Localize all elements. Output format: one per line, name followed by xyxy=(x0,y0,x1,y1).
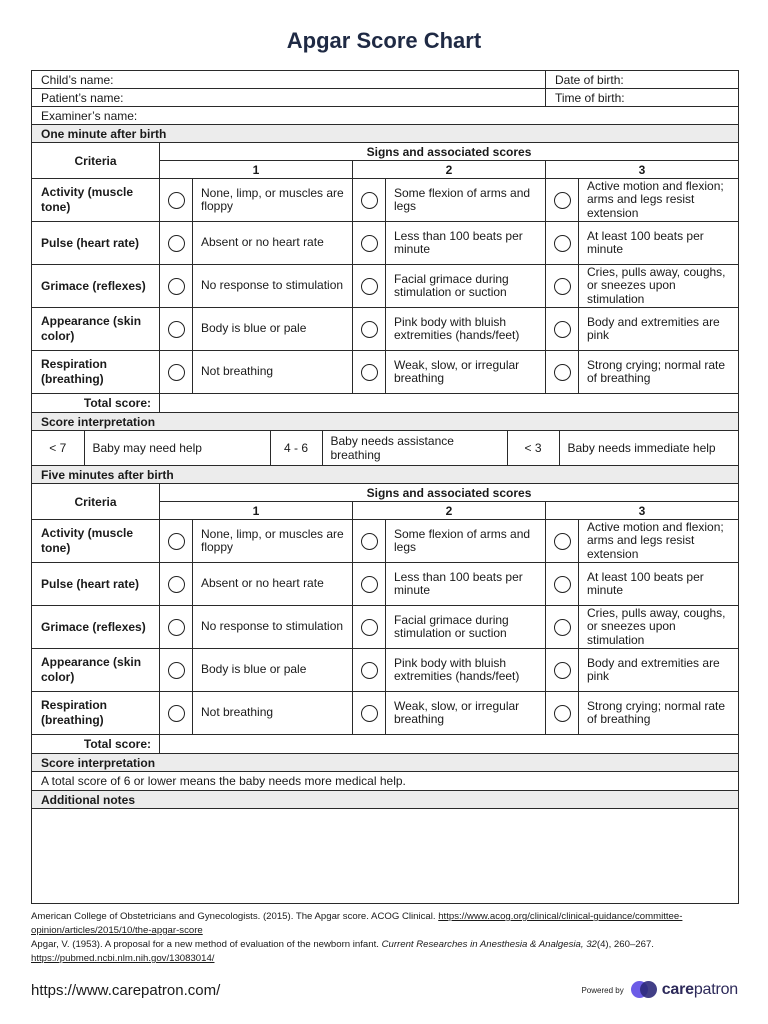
score-2-radio[interactable] xyxy=(353,649,386,692)
radio-circle-icon[interactable] xyxy=(554,533,571,550)
score-3-header: 3 xyxy=(546,502,739,520)
score-1-radio[interactable] xyxy=(160,520,193,563)
radio-circle-icon[interactable] xyxy=(554,576,571,593)
criteria-row xyxy=(32,649,739,692)
score-3-radio[interactable] xyxy=(546,606,579,649)
criteria-row xyxy=(32,265,739,308)
page-title: Apgar Score Chart xyxy=(286,28,482,53)
score-2-header: 2 xyxy=(353,502,546,520)
score-3-radio[interactable] xyxy=(546,520,579,563)
score-2-radio[interactable] xyxy=(353,351,386,394)
radio-circle-icon[interactable] xyxy=(361,278,378,295)
references xyxy=(31,910,731,966)
radio-circle-icon[interactable] xyxy=(361,705,378,722)
score-3-description: Strong crying; normal rate of breathing xyxy=(579,692,739,735)
score-2-description: Pink body with bluish extremities (hands/feet) xyxy=(386,649,546,692)
score-3-radio[interactable] xyxy=(546,563,579,606)
one-minute-heading: One minute after birth xyxy=(32,125,739,143)
radio-circle-icon[interactable] xyxy=(168,662,185,679)
powered-by-label: Powered by xyxy=(581,985,624,995)
criteria-name: Activity (muscle tone) xyxy=(32,179,160,222)
radio-circle-icon[interactable] xyxy=(361,235,378,252)
website-link[interactable]: https://www.carepatron.com/ xyxy=(31,982,221,999)
range-3: < 3 xyxy=(507,431,559,465)
additional-notes-input[interactable] xyxy=(32,809,739,904)
score-1-radio[interactable] xyxy=(160,351,193,394)
radio-circle-icon[interactable] xyxy=(361,576,378,593)
score-1-description: No response to stimulation xyxy=(193,606,353,649)
patient-name-field[interactable]: Patient’s name: xyxy=(32,89,546,107)
criteria-name: Pulse (heart rate) xyxy=(32,222,160,265)
score-3-radio[interactable] xyxy=(546,351,579,394)
score-3-description: Body and extremities are pink xyxy=(579,308,739,351)
score-2-header: 2 xyxy=(353,161,546,179)
brand-logo xyxy=(581,979,738,1001)
radio-circle-icon[interactable] xyxy=(168,619,185,636)
dob-field[interactable]: Date of birth: xyxy=(546,71,739,89)
score-2-description: Less than 100 beats per minute xyxy=(386,563,546,606)
score-3-description: Strong crying; normal rate of breathing xyxy=(579,351,739,394)
criteria-name: Pulse (heart rate) xyxy=(32,563,160,606)
brand-name-light: patron xyxy=(693,981,738,998)
criteria-row xyxy=(32,179,739,222)
range-2: 4 - 6 xyxy=(270,431,322,465)
score-3-description: Cries, pulls away, coughs, or sneezes upon stimulation xyxy=(579,265,739,308)
score-1-header: 1 xyxy=(160,502,353,520)
radio-circle-icon[interactable] xyxy=(554,321,571,338)
tob-field[interactable]: Time of birth: xyxy=(546,89,739,107)
score-2-description: Some flexion of arms and legs xyxy=(386,520,546,563)
score-2-radio[interactable] xyxy=(353,222,386,265)
reference-1 xyxy=(31,910,731,938)
child-name-field[interactable]: Child’s name: xyxy=(32,71,546,89)
score-1-radio[interactable] xyxy=(160,649,193,692)
range-1: < 7 xyxy=(32,431,84,465)
range-1-text: Baby may need help xyxy=(84,431,270,465)
score-1-radio[interactable] xyxy=(160,265,193,308)
score-3-radio[interactable] xyxy=(546,222,579,265)
criteria-name: Respiration (breathing) xyxy=(32,692,160,735)
criteria-row xyxy=(32,351,739,394)
score-2-radio[interactable] xyxy=(353,308,386,351)
radio-circle-icon[interactable] xyxy=(554,619,571,636)
score-2-description: Weak, slow, or irregular breathing xyxy=(386,692,546,735)
radio-circle-icon[interactable] xyxy=(361,192,378,209)
criteria-row xyxy=(32,520,739,563)
score-interpretation-heading: Score interpretation xyxy=(32,754,739,772)
score-1-description: Body is blue or pale xyxy=(193,649,353,692)
signs-header: Signs and associated scores xyxy=(160,484,739,502)
radio-circle-icon[interactable] xyxy=(168,576,185,593)
score-1-header: 1 xyxy=(160,161,353,179)
radio-circle-icon[interactable] xyxy=(361,321,378,338)
score-interpretation-heading: Score interpretation xyxy=(32,413,739,431)
radio-circle-icon[interactable] xyxy=(168,533,185,550)
radio-circle-icon[interactable] xyxy=(168,192,185,209)
radio-circle-icon[interactable] xyxy=(554,364,571,381)
brand-name-bold: care xyxy=(661,981,694,998)
criteria-name: Appearance (skin color) xyxy=(32,308,160,351)
reference-2-pages: (4), 260–267. xyxy=(596,939,654,950)
range-3-text: Baby needs immediate help xyxy=(559,431,739,465)
score-3-description: Active motion and flexion; arms and legs resist extension xyxy=(579,520,739,563)
apgar-table xyxy=(31,70,739,904)
reference-2-text: Apgar, V. (1953). A proposal for a new method of evaluation of the newborn infant. xyxy=(31,939,382,950)
reference-2-link[interactable]: https://pubmed.ncbi.nlm.nih.gov/13083014/ xyxy=(31,953,215,964)
radio-circle-icon[interactable] xyxy=(554,705,571,722)
score-3-header: 3 xyxy=(546,161,739,179)
reference-2 xyxy=(31,938,731,966)
score-2-description: Less than 100 beats per minute xyxy=(386,222,546,265)
score-2-radio[interactable] xyxy=(353,179,386,222)
score-2-description: Facial grimace during stimulation or suction xyxy=(386,265,546,308)
total-score-label: Total score: xyxy=(32,735,160,754)
radio-circle-icon[interactable] xyxy=(361,364,378,381)
score-1-description: Absent or no heart rate xyxy=(193,563,353,606)
score-1-radio[interactable] xyxy=(160,606,193,649)
score-3-description: At least 100 beats per minute xyxy=(579,563,739,606)
criteria-row xyxy=(32,563,739,606)
score-1-description: Not breathing xyxy=(193,351,353,394)
score-3-description: At least 100 beats per minute xyxy=(579,222,739,265)
criteria-rows-one xyxy=(32,179,739,394)
score-3-radio[interactable] xyxy=(546,265,579,308)
radio-circle-icon[interactable] xyxy=(361,619,378,636)
score-2-radio[interactable] xyxy=(353,520,386,563)
score-2-radio[interactable] xyxy=(353,265,386,308)
score-3-radio[interactable] xyxy=(546,649,579,692)
score-2-radio[interactable] xyxy=(353,692,386,735)
radio-circle-icon[interactable] xyxy=(168,705,185,722)
radio-circle-icon[interactable] xyxy=(168,364,185,381)
criteria-row xyxy=(32,692,739,735)
criteria-header: Criteria xyxy=(32,143,160,179)
score-2-description: Weak, slow, or irregular breathing xyxy=(386,351,546,394)
reference-1-text: American College of Obstetricians and Gynecologists. (2015). The Apgar score. ACOG Clinical. xyxy=(31,911,439,922)
score-1-radio[interactable] xyxy=(160,563,193,606)
score-1-description: Not breathing xyxy=(193,692,353,735)
score-3-description: Active motion and flexion; arms and legs resist extension xyxy=(579,179,739,222)
criteria-name: Respiration (breathing) xyxy=(32,351,160,394)
score-2-radio[interactable] xyxy=(353,563,386,606)
criteria-name: Activity (muscle tone) xyxy=(32,520,160,563)
total-score-input-one[interactable] xyxy=(160,394,739,413)
score-1-description: None, limp, or muscles are floppy xyxy=(193,520,353,563)
score-3-radio[interactable] xyxy=(546,179,579,222)
additional-notes-heading: Additional notes xyxy=(32,791,739,809)
examiner-name-field[interactable]: Examiner’s name: xyxy=(32,107,739,125)
criteria-row xyxy=(32,606,739,649)
apgar-form xyxy=(31,70,738,900)
score-1-radio[interactable] xyxy=(160,179,193,222)
radio-circle-icon[interactable] xyxy=(554,235,571,252)
score-3-description: Cries, pulls away, coughs, or sneezes upon stimulation xyxy=(579,606,739,649)
criteria-name: Grimace (reflexes) xyxy=(32,265,160,308)
radio-circle-icon[interactable] xyxy=(554,278,571,295)
criteria-row xyxy=(32,308,739,351)
score-1-description: Absent or no heart rate xyxy=(193,222,353,265)
signs-header: Signs and associated scores xyxy=(160,143,739,161)
radio-circle-icon[interactable] xyxy=(361,662,378,679)
score-1-description: None, limp, or muscles are floppy xyxy=(193,179,353,222)
score-3-radio[interactable] xyxy=(546,308,579,351)
score-2-description: Some flexion of arms and legs xyxy=(386,179,546,222)
total-score-input-five[interactable] xyxy=(160,735,739,754)
reference-2-journal: Current Researches in Anesthesia & Analgesia, 32 xyxy=(381,939,597,950)
score-2-radio[interactable] xyxy=(353,606,386,649)
radio-circle-icon[interactable] xyxy=(168,321,185,338)
radio-circle-icon[interactable] xyxy=(168,278,185,295)
range-2-text: Baby needs assistance breathing xyxy=(322,431,507,465)
criteria-name: Appearance (skin color) xyxy=(32,649,160,692)
score-1-description: No response to stimulation xyxy=(193,265,353,308)
score-3-description: Body and extremities are pink xyxy=(579,649,739,692)
criteria-name: Grimace (reflexes) xyxy=(32,606,160,649)
score-1-radio[interactable] xyxy=(160,692,193,735)
criteria-rows-five xyxy=(32,520,739,735)
interpretation-text: A total score of 6 or lower means the baby needs more medical help. xyxy=(32,772,739,791)
score-3-radio[interactable] xyxy=(546,692,579,735)
radio-circle-icon[interactable] xyxy=(361,533,378,550)
radio-circle-icon[interactable] xyxy=(554,192,571,209)
five-minutes-heading: Five minutes after birth xyxy=(32,466,739,484)
score-2-description: Facial grimace during stimulation or suction xyxy=(386,606,546,649)
carepatron-logo-icon xyxy=(631,979,657,1001)
radio-circle-icon[interactable] xyxy=(554,662,571,679)
criteria-row xyxy=(32,222,739,265)
radio-circle-icon[interactable] xyxy=(168,235,185,252)
score-2-description: Pink body with bluish extremities (hands/feet) xyxy=(386,308,546,351)
score-1-radio[interactable] xyxy=(160,222,193,265)
score-1-radio[interactable] xyxy=(160,308,193,351)
brand-name xyxy=(662,981,738,999)
criteria-header: Criteria xyxy=(32,484,160,520)
reference-1-link[interactable]: https://www.acog.org/clinical/clinical-guidance/committee-opinion/articles/2015/10/the-apgar-score xyxy=(31,911,683,936)
score-1-description: Body is blue or pale xyxy=(193,308,353,351)
total-score-label: Total score: xyxy=(32,394,160,413)
